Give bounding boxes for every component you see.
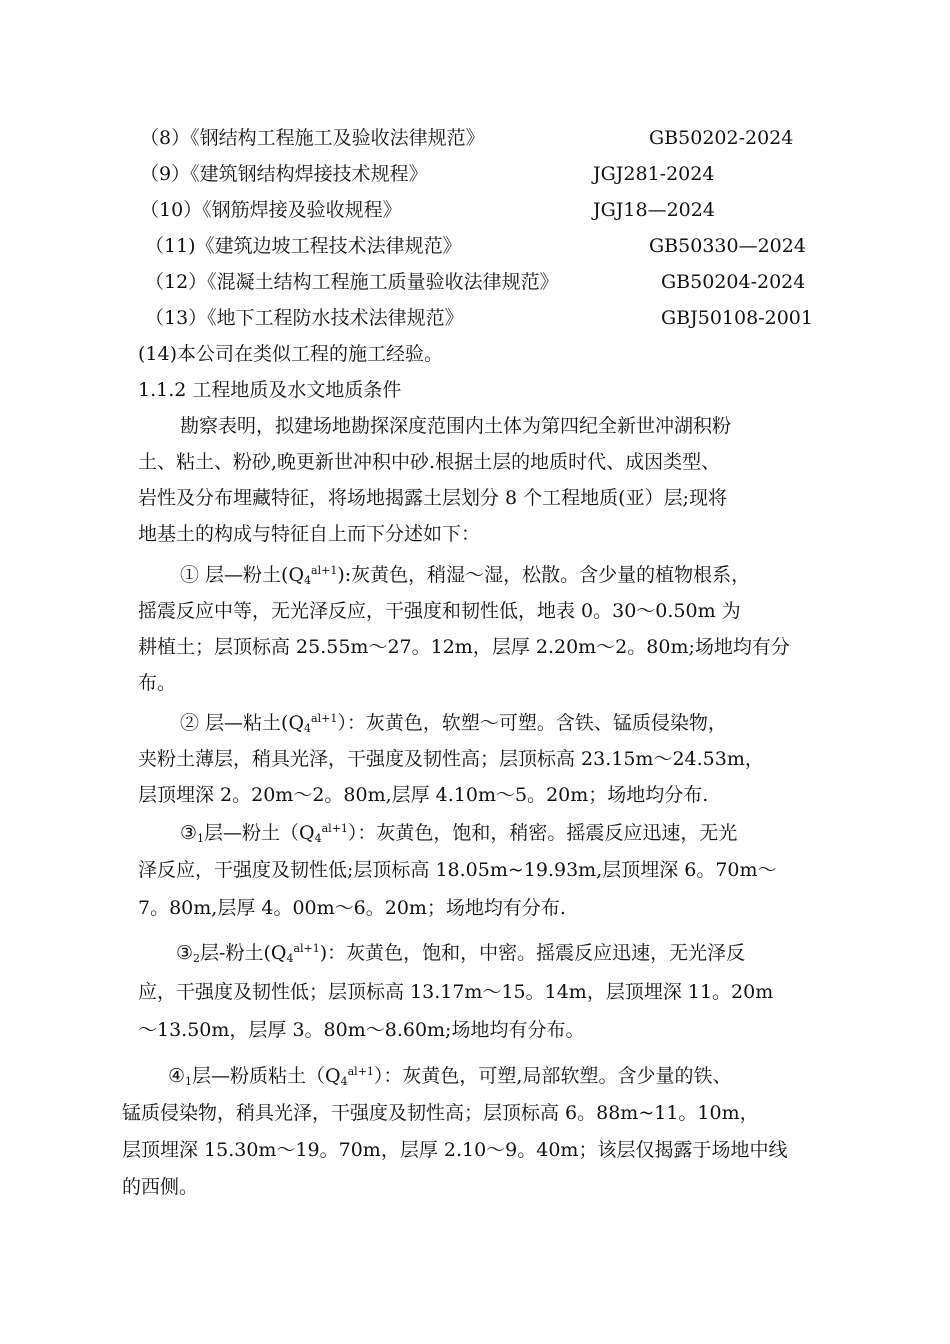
reference-code: GB50330—2024 [649,235,806,257]
paragraph-line: 锰质侵染物，稍具光泽，干强度及韧性高；层顶标高 6。88m~11。10m， [122,1102,759,1124]
reference-title: （12）《混凝土结构工程施工质量验收法律规范》 [145,271,559,293]
paragraph-line: 勘察表明，拟建场地勘探深度范围内土体为第四纪全新世冲湖积粉 [180,415,732,437]
layer-3-1-heading: $③_1$层—粉土$(Q_4^{al+1})$：灰黄色，饱和，稍密。摇震反应迅速，无光 [180,822,738,845]
paragraph-line: 地基土的构成与特征自上而下分述如下： [138,523,481,545]
paragraph-line: 应，干强度及韧性低；层顶标高 13.17m～15。14m，层顶埋深 11。20m [138,981,774,1003]
paragraph-line: 土、粘土、粉砂,晚更新世冲积中砂.根据土层的地质时代、成因类型、 [138,451,721,473]
section-number: 1.1.2 [138,379,187,401]
reference-code: GB50202-2024 [649,127,794,149]
reference-title: （11)《建筑边坡工程技术法律规范》 [145,235,462,257]
paragraph-line: 耕植土；层顶标高 25.55m～27。12m，层厚 2.20m～2。80m;场地均有分 [138,636,790,658]
paragraph-line: 泽反应，干强度及韧性低;层顶标高 18.05m~19.93m,层顶埋深 6。70m～ [138,859,777,881]
paragraph-line: 层顶埋深 2。20m～2。80m,层厚 4.10m～5。20m；场地均分布. [138,784,709,806]
reference-item-14: (14)本公司在类似工程的施工经验。 [138,343,444,365]
layer-4-1-heading: $④_1$层—粉质粘土$(Q_4^{al+1})$：灰黄色，可塑,局部软塑。含少量的铁、 [168,1065,732,1088]
reference-code: JGJ281-2024 [593,163,715,185]
paragraph-line: 岩性及分布埋藏特征，将场地揭露土层划分 8 个工程地质(亚）层;现将 [138,487,727,509]
reference-title: （10）《钢筋焊接及验收规程》 [140,199,402,221]
section-title: 工程地质及水文地质条件 [192,379,402,401]
reference-title: （13）《地下工程防水技术法律规范》 [145,307,464,329]
paragraph-line: ～13.50m，层厚 3。80m～8.60m;场地均有分布。 [138,1019,585,1041]
paragraph-line: 布。 [138,672,177,694]
reference-code: GBJ50108-2001 [661,307,813,329]
paragraph-line: 摇震反应中等，无光泽反应，干强度和韧性低，地表 0。30～0.50m 为 [138,600,741,622]
paragraph-line: 层顶埋深 15.30m～19。70m，层厚 2.10～9。40m；该层仅揭露于场地中线 [122,1139,788,1161]
section-heading [138,378,401,402]
layer-1-heading: ① 层—粉土$(Q_4^{al+1})$:灰黄色，稍湿～湿，松散。含少量的植物根系， [180,564,751,587]
layer-3-2-heading: $③_2$层-粉土$(Q_4^{al+1})$：灰黄色，饱和，中密。摇震反应迅速，无光泽反 [176,942,746,965]
reference-title: （8）《钢结构工程施工及验收法律规范》 [140,127,485,149]
layer-2-heading: ② 层—粘土$(Q_4^{al+1})$：灰黄色，软塑～可塑。含铁、锰质侵染物， [180,712,727,735]
reference-code: JGJ18—2024 [593,199,715,221]
paragraph-line: 7。80m,层厚 4。00m～6。20m；场地均有分布. [138,897,566,919]
reference-title: （9）《建筑钢结构焊接技术规程》 [140,163,428,185]
reference-code: GB50204-2024 [661,271,806,293]
paragraph-line: 夹粉土薄层，稍具光泽，干强度及韧性高；层顶标高 23.15m～24.53m， [138,748,764,770]
paragraph-line: 的西侧。 [122,1176,199,1198]
